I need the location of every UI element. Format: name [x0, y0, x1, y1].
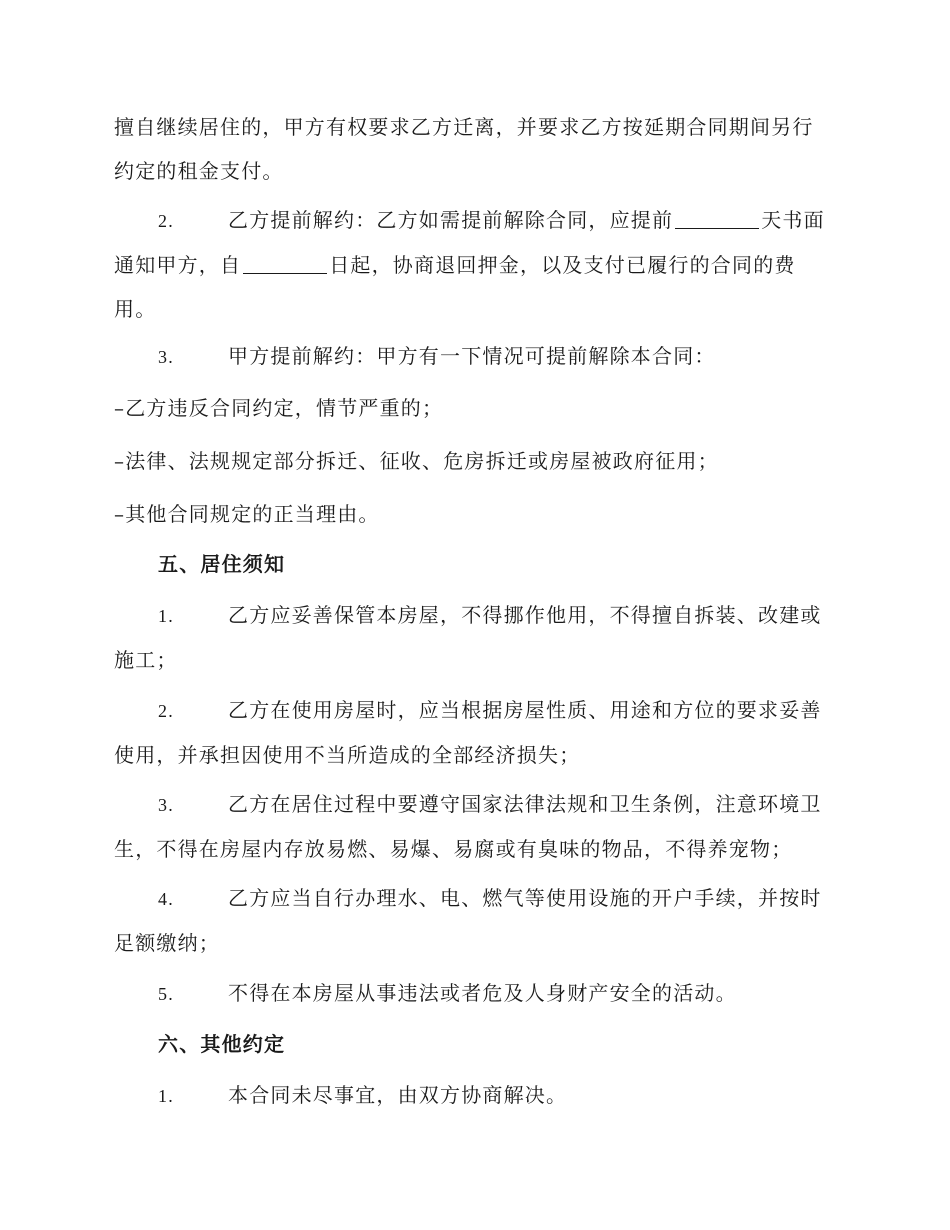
clause-number: 5.: [158, 984, 174, 1004]
text-line: [114, 688, 834, 733]
text-line: [114, 198, 834, 243]
clause-text: 通知甲方，自: [114, 253, 242, 277]
text-line: 使用，并承担因使用不当所造成的全部经济损失；: [114, 743, 581, 767]
paragraph-continued: [114, 105, 834, 193]
clause-number: 3.: [158, 795, 174, 815]
fill-in-blank-days: [675, 208, 759, 229]
clause-text: 乙方在使用房屋时，应当根据房屋性质、用途和方位的要求妥善: [228, 698, 822, 722]
section-5-item: [114, 876, 834, 965]
clause-text: 日起，协商退回押金，以及支付已履行的合同的费: [329, 253, 796, 277]
clause-text: 天书面: [761, 208, 825, 232]
text-line: 生，不得在房屋内存放易燃、易爆、易腐或有臭味的物品，不得养宠物；: [114, 837, 793, 861]
section-title: 五、居住须知: [158, 552, 286, 576]
section-6-heading: [114, 1022, 834, 1066]
text-line: [114, 243, 834, 287]
clause-number: 1.: [158, 606, 174, 626]
clause-tenant-early-termination: [114, 198, 834, 331]
clause-number: 2.: [158, 701, 174, 721]
clause-text: 不得在本房屋从事违法或者危及人身财产安全的活动。: [228, 981, 737, 1005]
clause-text: 乙方应妥善保管本房屋，不得挪作他用，不得擅自拆装、改建或: [228, 603, 822, 627]
clause-number: 1.: [158, 1086, 174, 1106]
clause-number: 3.: [158, 347, 174, 367]
text-line: [114, 1073, 834, 1118]
clause-text: 乙方在居住过程中要遵守国家法律法规和卫生条例，注意环境卫: [228, 792, 822, 816]
clause-landlord-early-termination: [114, 334, 834, 379]
text-line: [114, 782, 834, 827]
section-5-item: [114, 971, 834, 1016]
text-line: [114, 876, 834, 921]
section-title: 六、其他约定: [158, 1032, 286, 1056]
section-5-item: [114, 782, 834, 871]
fill-in-blank-date: [243, 253, 327, 274]
bullet-item: –法律、法规规定部分拆迁、征收、危房拆迁或房屋被政府征用；: [114, 449, 719, 473]
section-6-item: [114, 1073, 834, 1118]
text-line: [114, 334, 834, 379]
text-line: [114, 971, 834, 1016]
bullet-item: –其他合同规定的正当理由。: [114, 502, 380, 526]
text-line: [114, 593, 834, 638]
section-5-item: [114, 688, 834, 777]
text-line: 用。: [114, 297, 157, 321]
bullet-item: –乙方违反合同约定，情节严重的；: [114, 396, 444, 420]
clause-text: 甲方提前解约：甲方有一下情况可提前解除本合同：: [228, 344, 716, 368]
text-line: 施工；: [114, 648, 178, 672]
clause-text: 本合同未尽事宜，由双方协商解决。: [228, 1083, 568, 1107]
text-line: 约定的租金支付。: [114, 159, 284, 183]
bullet-list: [114, 386, 834, 536]
clause-text: 乙方提前解约：乙方如需提前解除合同，应提前: [228, 208, 674, 232]
text-line: 足额缴纳；: [114, 931, 220, 955]
section-5-heading: [114, 542, 834, 586]
clause-text: 乙方应当自行办理水、电、燃气等使用设施的开户手续，并按时: [228, 886, 822, 910]
text-line: 擅自继续居住的，甲方有权要求乙方迁离，并要求乙方按延期合同期间另行: [114, 115, 814, 139]
clause-number: 4.: [158, 889, 174, 909]
section-5-item: [114, 593, 834, 682]
clause-number: 2.: [158, 211, 174, 231]
